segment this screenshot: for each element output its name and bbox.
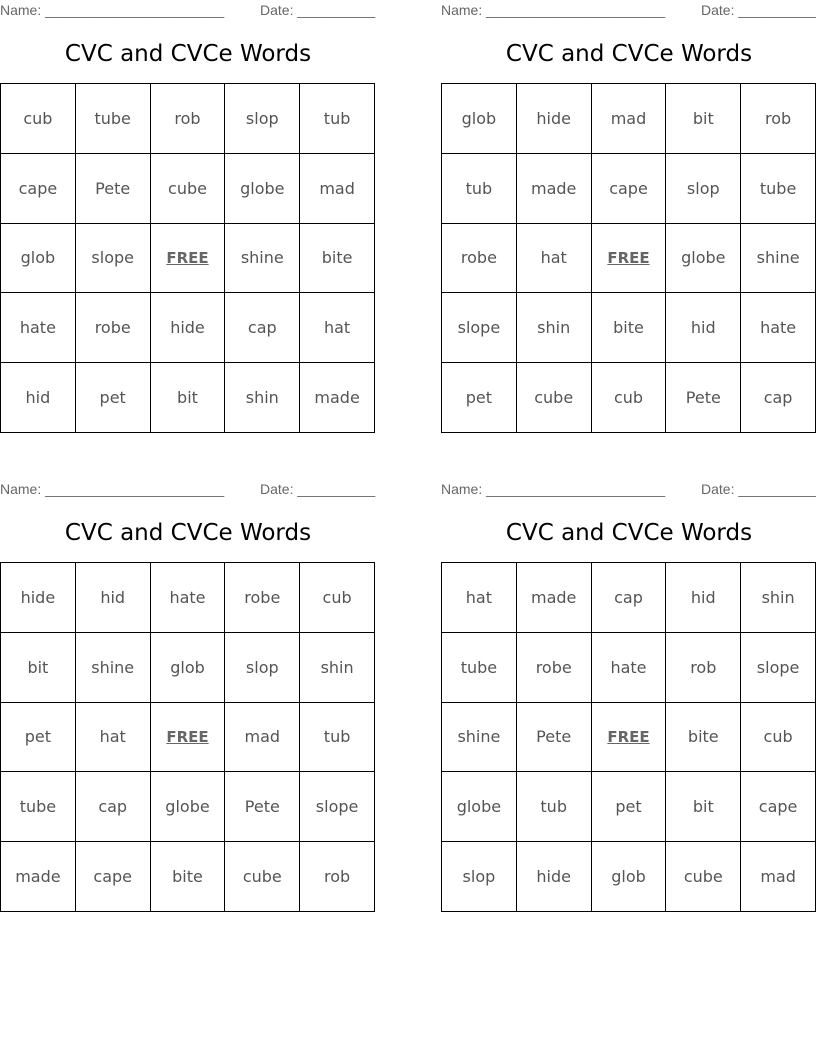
- bingo-cell: tube: [442, 633, 517, 703]
- bingo-cell: pet: [442, 363, 517, 433]
- bingo-cell: pet: [592, 772, 667, 842]
- bingo-cell: slop: [442, 842, 517, 912]
- bingo-cell: hat: [76, 703, 151, 773]
- bingo-cell: made: [517, 154, 592, 224]
- bingo-cell: cap: [76, 772, 151, 842]
- card-title: CVC and CVCe Words: [505, 520, 753, 546]
- bingo-cell: cube: [666, 842, 741, 912]
- bingo-grid: [0, 562, 375, 912]
- bingo-cell: globe: [151, 772, 226, 842]
- bingo-cell: hide: [517, 84, 592, 154]
- bingo-cell: cub: [300, 563, 375, 633]
- bingo-cell: globe: [225, 154, 300, 224]
- bingo-cell: cap: [741, 363, 816, 433]
- bingo-cell: hid: [666, 563, 741, 633]
- bingo-cell: hat: [442, 563, 517, 633]
- free-space-cell: FREE: [592, 703, 667, 773]
- bingo-cell: shine: [225, 224, 300, 294]
- bingo-cell: bite: [151, 842, 226, 912]
- free-space-cell: FREE: [151, 224, 226, 294]
- free-space-cell: FREE: [592, 224, 667, 294]
- bingo-cell: rob: [666, 633, 741, 703]
- date-field-label: Date: __________: [701, 2, 816, 18]
- bingo-cell: hate: [741, 293, 816, 363]
- bingo-cell: bit: [151, 363, 226, 433]
- name-field-label: Name: _______________________: [441, 481, 666, 497]
- bingo-cell: cap: [592, 563, 667, 633]
- bingo-cell: shin: [225, 363, 300, 433]
- bingo-cell: hate: [151, 563, 226, 633]
- bingo-cell: glob: [592, 842, 667, 912]
- bingo-cell: bite: [666, 703, 741, 773]
- bingo-cell: Pete: [666, 363, 741, 433]
- card-title: CVC and CVCe Words: [505, 41, 753, 67]
- bingo-cell: pet: [76, 363, 151, 433]
- bingo-cell: cape: [1, 154, 76, 224]
- bingo-card-1: [0, 0, 376, 434]
- bingo-cell: tub: [442, 154, 517, 224]
- card-title: CVC and CVCe Words: [64, 41, 312, 67]
- bingo-cell: robe: [442, 224, 517, 294]
- bingo-cell: cub: [741, 703, 816, 773]
- bingo-cell: robe: [76, 293, 151, 363]
- bingo-cell: glob: [442, 84, 517, 154]
- bingo-cell: pet: [1, 703, 76, 773]
- name-field-label: Name: _______________________: [0, 481, 225, 497]
- bingo-cell: made: [1, 842, 76, 912]
- bingo-cell: hat: [517, 224, 592, 294]
- bingo-cell: bite: [300, 224, 375, 294]
- bingo-grid: [441, 83, 816, 433]
- bingo-cell: shine: [741, 224, 816, 294]
- date-field-label: Date: __________: [260, 481, 376, 497]
- bingo-cell: glob: [151, 633, 226, 703]
- bingo-cell: robe: [517, 633, 592, 703]
- free-space-cell: FREE: [151, 703, 226, 773]
- bingo-cell: bite: [592, 293, 667, 363]
- bingo-cell: hid: [76, 563, 151, 633]
- bingo-cell: bit: [666, 772, 741, 842]
- bingo-cell: bit: [1, 633, 76, 703]
- bingo-card-3: [0, 479, 376, 913]
- bingo-cell: shin: [517, 293, 592, 363]
- bingo-cell: shine: [442, 703, 517, 773]
- bingo-cell: hate: [592, 633, 667, 703]
- bingo-cell: tub: [300, 84, 375, 154]
- bingo-cell: hate: [1, 293, 76, 363]
- bingo-cell: hat: [300, 293, 375, 363]
- bingo-cell: rob: [151, 84, 226, 154]
- bingo-cell: mad: [741, 842, 816, 912]
- bingo-cell: cube: [151, 154, 226, 224]
- bingo-grid: [441, 562, 816, 912]
- bingo-cell: mad: [592, 84, 667, 154]
- bingo-cell: globe: [666, 224, 741, 294]
- bingo-cell: robe: [225, 563, 300, 633]
- date-field-label: Date: __________: [701, 481, 816, 497]
- bingo-cell: hid: [666, 293, 741, 363]
- card-title: CVC and CVCe Words: [64, 520, 312, 546]
- bingo-cell: cape: [76, 842, 151, 912]
- date-field-label: Date: __________: [260, 2, 376, 18]
- bingo-cell: globe: [442, 772, 517, 842]
- bingo-cell: mad: [300, 154, 375, 224]
- name-field-label: Name: _______________________: [0, 2, 225, 18]
- bingo-cell: cub: [592, 363, 667, 433]
- bingo-cell: glob: [1, 224, 76, 294]
- bingo-cell: cube: [517, 363, 592, 433]
- bingo-cell: hide: [1, 563, 76, 633]
- name-field-label: Name: _______________________: [441, 2, 666, 18]
- bingo-card-2: [441, 0, 816, 434]
- bingo-cell: rob: [300, 842, 375, 912]
- bingo-cell: cube: [225, 842, 300, 912]
- bingo-cell: hid: [1, 363, 76, 433]
- bingo-cell: cape: [741, 772, 816, 842]
- bingo-cell: Pete: [76, 154, 151, 224]
- bingo-cell: tube: [1, 772, 76, 842]
- bingo-card-4: [441, 479, 816, 913]
- bingo-cell: hide: [151, 293, 226, 363]
- bingo-cell: slope: [741, 633, 816, 703]
- bingo-cell: slope: [76, 224, 151, 294]
- bingo-cell: shin: [741, 563, 816, 633]
- bingo-cell: tub: [300, 703, 375, 773]
- bingo-cell: cape: [592, 154, 667, 224]
- bingo-cell: slop: [225, 84, 300, 154]
- bingo-cell: slope: [300, 772, 375, 842]
- bingo-cell: slope: [442, 293, 517, 363]
- bingo-cell: rob: [741, 84, 816, 154]
- bingo-cell: Pete: [225, 772, 300, 842]
- bingo-cell: tube: [76, 84, 151, 154]
- bingo-cell: cap: [225, 293, 300, 363]
- bingo-cell: Pete: [517, 703, 592, 773]
- bingo-cell: cub: [1, 84, 76, 154]
- bingo-cell: tube: [741, 154, 816, 224]
- bingo-grid: [0, 83, 375, 433]
- bingo-cell: shine: [76, 633, 151, 703]
- bingo-cell: tub: [517, 772, 592, 842]
- bingo-cell: hide: [517, 842, 592, 912]
- bingo-cell: slop: [225, 633, 300, 703]
- bingo-cell: made: [300, 363, 375, 433]
- bingo-cell: slop: [666, 154, 741, 224]
- bingo-cell: bit: [666, 84, 741, 154]
- bingo-cell: shin: [300, 633, 375, 703]
- bingo-cell: made: [517, 563, 592, 633]
- bingo-cell: mad: [225, 703, 300, 773]
